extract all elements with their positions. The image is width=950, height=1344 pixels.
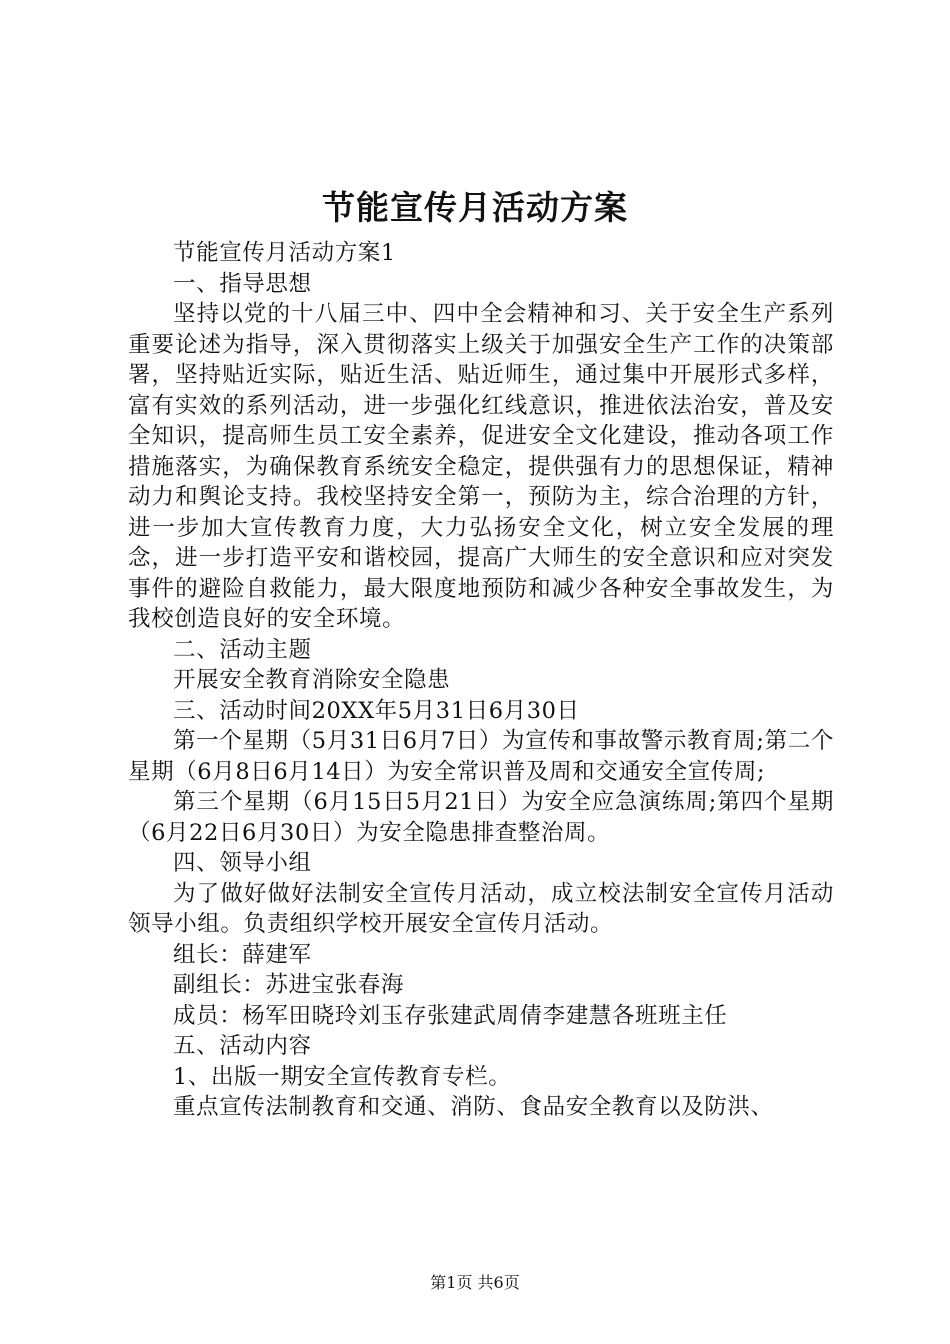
page-footer: 第1页 共6页 <box>430 1273 520 1292</box>
paragraph-theme: 开展安全教育消除安全隐患 <box>173 667 451 693</box>
document-body <box>128 238 834 1123</box>
paragraph-guiding-ideology: 坚持以党的十八届三中、四中全会精神和习、关于安全生产系列重要论述为指导，深入贯彻落实上级关于加强安全生产工作的决策部署，坚持贴近实际，贴近生活、贴近师生，通过集中开展形式多样，富有实效的系列活动，进一步强化红线意识，推进依法治安，普及安全知识，提高师生员工安全素养，促进安全文化建设，推动各项工作措施落实，为确保教育系统安全稳定，提供强有力的思想保证，精神动力和舆论支持。我校坚持安全第一，预防为主，综合治理的方针，进一步加大宣传教育力度，大力弘扬安全文化，树立安全发展的理念，进一步打造平安和谐校园，提高广大师生的安全意识和应对突发事件的避险自救能力，最大限度地预防和减少各种安全事故发生，为我校创造良好的安全环境。 <box>128 301 834 632</box>
paragraph-content-1-detail: 重点宣传法制教育和交通、消防、食品安全教育以及防洪、 <box>173 1094 774 1120</box>
paragraph-leader: 组长：薛建军 <box>173 941 312 968</box>
document-title: 节能宣传月活动方案 <box>322 188 628 227</box>
paragraph-leadership: 为了做好做好法制安全宣传月活动，成立校法制安全宣传月活动领导小组。负责组织学校开展安全宣传月活动。 <box>128 880 834 937</box>
section-heading-time: 三、活动时间20XX年5月31日6月30日 <box>173 697 580 724</box>
paragraph-content-1: 1、出版一期安全宣传教育专栏。 <box>173 1063 512 1090</box>
paragraph-deputy-leaders: 副组长：苏进宝张春海 <box>173 972 405 998</box>
section-heading-theme: 二、活动主题 <box>173 636 312 663</box>
paragraph-weeks-1-2: 第一个星期（5月31日6月7日）为宣传和事故警示教育周;第二个星期（6月8日6月14日）为安全常识普及周和交通安全宣传周; <box>128 728 834 785</box>
section-heading-content: 五、活动内容 <box>173 1033 312 1059</box>
paragraph-heading-1: 节能宣传月活动方案1 <box>173 240 396 266</box>
section-heading-leadership: 四、领导小组 <box>173 850 312 876</box>
paragraph-members: 成员：杨军田晓玲刘玉存张建武周倩李建慧各班班主任 <box>173 1002 728 1029</box>
section-heading-guiding-ideology: 一、指导思想 <box>173 270 312 297</box>
paragraph-weeks-3-4: 第三个星期（6月15日5月21日）为安全应急演练周;第四个星期（6月22日6月30日）为安全隐患排查整治周。 <box>128 789 834 846</box>
